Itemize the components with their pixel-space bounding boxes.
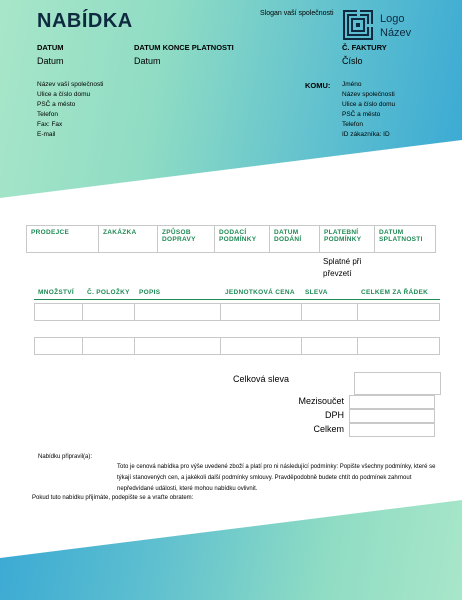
sender-city: PSČ a město <box>37 101 76 108</box>
recipient-city: PSČ a město <box>342 111 381 118</box>
item-row-1-quantity-cell[interactable] <box>34 303 83 321</box>
date-value: Datum <box>37 56 64 66</box>
item-row-1-description-cell[interactable] <box>134 303 221 321</box>
item-row-1-number-cell[interactable] <box>82 303 135 321</box>
items-header-discount: SLEVA <box>305 289 328 296</box>
invoice-number-value: Číslo <box>342 56 363 66</box>
terms-header-delivery-terms: DODACÍ PODMÍNKY <box>215 226 270 252</box>
subtotal-label: Mezisoučet <box>298 396 344 406</box>
sender-email: E-mail <box>37 131 56 138</box>
document-title: NABÍDKA <box>37 10 133 32</box>
recipient-address <box>342 80 395 140</box>
terms-header-order: ZAKÁZKA <box>99 226 158 252</box>
sender-street: Ulice a číslo domu <box>37 91 91 98</box>
terms-table <box>26 225 436 253</box>
recipient-name: Jméno <box>342 81 362 88</box>
total-label: Celkem <box>313 424 344 434</box>
terms-header-due-date: DATUM SPLATNOSTI <box>379 229 423 243</box>
acceptance-instruction: Pokud tuto nabídku přijímáte, podepište se a vraťte obratem: <box>32 495 194 501</box>
items-header-quantity: MNOŽSTVÍ <box>38 289 74 296</box>
item-row-1-discount-cell[interactable] <box>301 303 358 321</box>
invoice-number-label: Č. FAKTURY <box>342 43 387 52</box>
item-row-2-description-cell[interactable] <box>134 337 221 355</box>
terms-header-delivery-date: DATUM DODÁNÍ <box>270 226 320 252</box>
vat-field[interactable] <box>349 409 435 423</box>
total-discount-field[interactable] <box>354 372 441 395</box>
item-row-2-quantity-cell[interactable] <box>34 337 83 355</box>
item-row-2-number-cell[interactable] <box>82 337 135 355</box>
vat-label: DPH <box>324 410 344 420</box>
to-label: KOMU: <box>305 81 331 90</box>
prepared-by-label: Nabídku připravil(a): <box>38 454 93 460</box>
logo-name <box>380 12 411 40</box>
end-date-value: Datum <box>134 56 161 66</box>
end-date-label: DATUM KONCE PLATNOSTI <box>134 43 234 52</box>
subtotal-field[interactable] <box>349 395 435 409</box>
logo-line-1: Logo <box>380 13 405 25</box>
terms-header-seller: PRODEJCE <box>27 226 99 252</box>
recipient-phone: Telefon <box>342 121 363 128</box>
recipient-company: Název společnosti <box>342 91 395 98</box>
items-header-line-total: CELKEM ZA ŘÁDEK <box>361 289 429 296</box>
total-field[interactable] <box>349 423 435 437</box>
footer-gradient-band <box>0 500 462 600</box>
payment-terms-value[interactable]: Splatné při převzetí <box>323 257 362 278</box>
item-row-1-unit-price-cell[interactable] <box>220 303 302 321</box>
recipient-street: Ulice a číslo domu <box>342 101 396 108</box>
logo-line-2: Název <box>380 27 412 39</box>
item-row-2-unit-price-cell[interactable] <box>220 337 302 355</box>
item-row-2-discount-cell[interactable] <box>301 337 358 355</box>
sender-fax: Fax: Fax <box>37 121 63 128</box>
terms-header-shipping: ZPŮSOB DOPRAVY <box>158 226 215 252</box>
items-header-item-number: Č. POLOŽKY <box>87 289 130 296</box>
company-slogan: Slogan vaší společnosti <box>260 10 334 17</box>
sender-phone: Telefon <box>37 111 58 118</box>
total-discount-label: Celková sleva <box>233 374 290 384</box>
sender-company: Název vaší společnosti <box>37 81 104 88</box>
items-header-description: POPIS <box>139 289 161 296</box>
item-row-1-total-cell[interactable] <box>357 303 440 321</box>
items-header-unit-price: JEDNOTKOVÁ CENA <box>225 289 295 296</box>
maze-square-icon <box>343 10 373 40</box>
recipient-customer-id: ID zákazníka: ID <box>342 131 390 138</box>
terms-header-payment-terms: PLATEBNÍ PODMÍNKY <box>320 226 375 252</box>
sender-address <box>37 80 103 140</box>
date-label: DATUM <box>37 43 64 52</box>
terms-note: Toto je cenová nabídka pro výše uvedené zboží a platí pro ni následující podmínky: Popište všechny podmínky, které se týkají stanovených cen, a jakékoli další podmínky smlouvy. Pravděpodobně budete chtít do podmínek zahrnout nepředvídané události, které mohou nabídku ovlivnit. <box>117 464 436 492</box>
item-row-2-total-cell[interactable] <box>357 337 440 355</box>
items-header-rule <box>34 299 440 300</box>
